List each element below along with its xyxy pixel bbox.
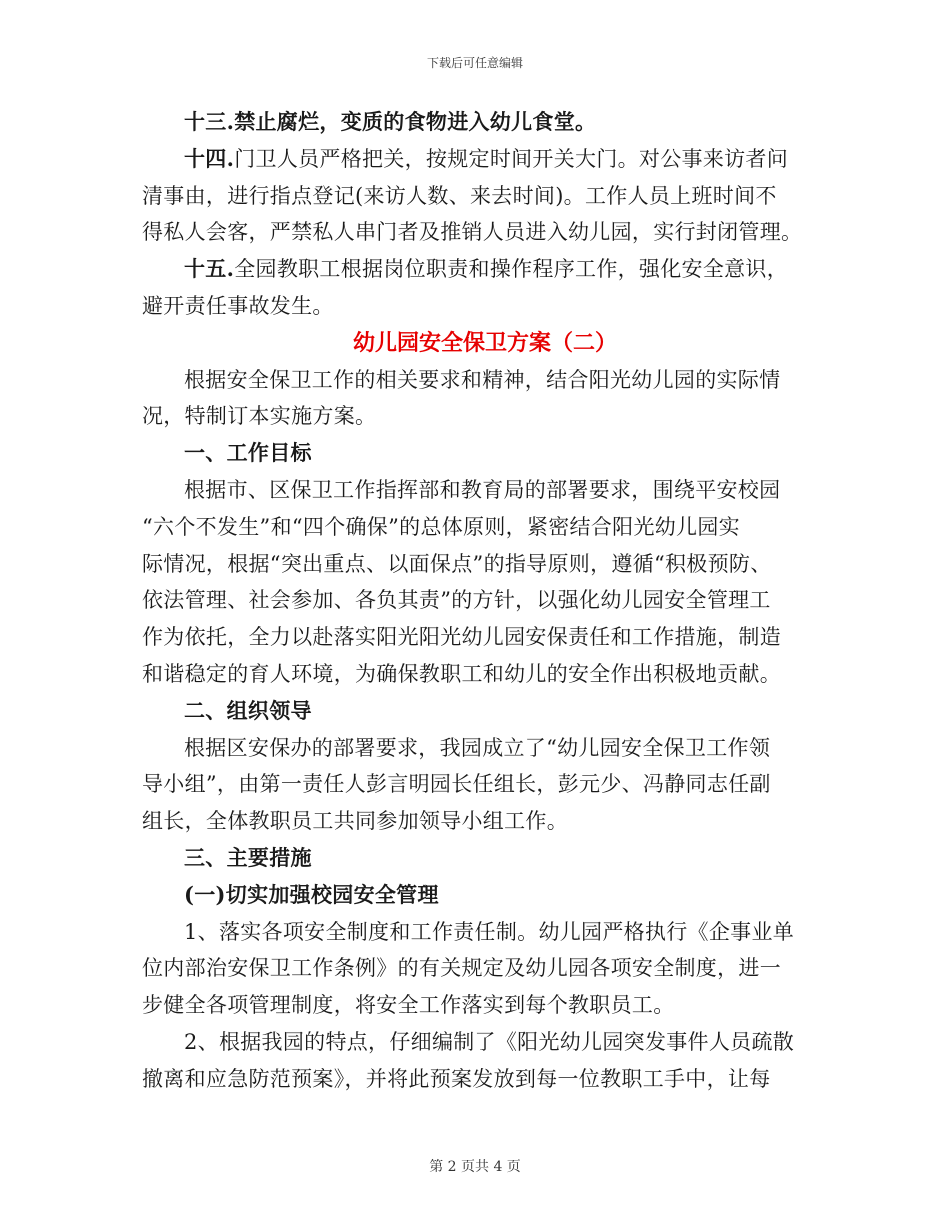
para-line: 十三.禁止腐烂，变质的食物进入幼儿食堂。 <box>184 109 597 134</box>
subheading-campus-safety: (一)切实加强校园安全管理 <box>184 881 439 907</box>
heading-work-goal: 一、工作目标 <box>184 440 312 466</box>
page-footer: 第 2 页共 4 页 <box>429 1159 521 1175</box>
para-line: 清事由，进行指点登记(来访人数、来去时间)。工作人员上班时间不 <box>142 183 777 208</box>
header-note: 下载后可任意编辑 <box>426 56 523 70</box>
para-line: 2、根据我园的特点，仔细编制了《阳光幼儿园突发事件人员疏散 <box>184 1029 795 1054</box>
para-line: 依法管理、社会参加、各负其责”的方针，以强化幼儿园安全管理工 <box>142 588 771 613</box>
heading-organization: 二、组织领导 <box>184 697 312 723</box>
para-line: 组长，全体教职员工共同参加领导小组工作。 <box>142 809 568 834</box>
para-line: 十四.门卫人员严格把关，按规定时间开关大门。对公事来访者问 <box>184 145 789 171</box>
para-line: 和谐稳定的育人环境，为确保教职工和幼儿的安全作出积极地贡献。 <box>142 661 781 686</box>
item-number: 十四. <box>184 145 235 171</box>
para-line: 导小组”，由第一责任人彭言明园长任组长，彭元少、冯静同志任副 <box>142 772 771 797</box>
para-line: 得私人会客，严禁私人串门者及推销人员进入幼儿园，实行封闭管理。 <box>142 220 803 245</box>
item-number: 十五. <box>184 256 235 282</box>
para-line: “六个不发生”和“四个确保”的总体原则，紧密结合阳光幼儿园实 <box>142 514 740 539</box>
para-line: 际情况，根据“突出重点、以面保点”的指导原则，遵循“积极预防、 <box>142 551 772 576</box>
heading-main-measures: 三、主要措施 <box>184 844 312 870</box>
para-line: 况，特制订本实施方案。 <box>142 404 377 429</box>
document-body <box>142 104 808 1098</box>
para-line: 避开责任事故发生。 <box>142 293 334 318</box>
para-line: 根据市、区保卫工作指挥部和教育局的部署要求，围绕平安校园 <box>184 477 781 502</box>
para-line: 位内部治安保卫工作条例》的有关规定及幼儿园各项安全制度，进一 <box>142 956 781 981</box>
para-line: 1、落实各项安全制度和工作责任制。幼儿园严格执行《企事业单 <box>184 919 795 944</box>
para-line: 步健全各项管理制度，将安全工作落实到每个教职员工。 <box>142 993 675 1018</box>
para-line: 根据安全保卫工作的相关要求和精神，结合阳光幼儿园的实际情 <box>184 367 781 392</box>
para-line: 根据区安保办的部署要求，我园成立了“幼儿园安全保卫工作领 <box>184 735 771 760</box>
para-line: 作为依托，全力以赴落实阳光阳光幼儿园安保责任和工作措施，制造 <box>142 625 781 650</box>
para-line: 十五.全园教职工根据岗位职责和操作程序工作，强化安全意识， <box>184 256 789 282</box>
para-line: 撤离和应急防范预案》，并将此预案发放到每一位教职工手中，让每 <box>142 1066 771 1091</box>
section-title: 幼儿园安全保卫方案（二） <box>352 329 617 356</box>
